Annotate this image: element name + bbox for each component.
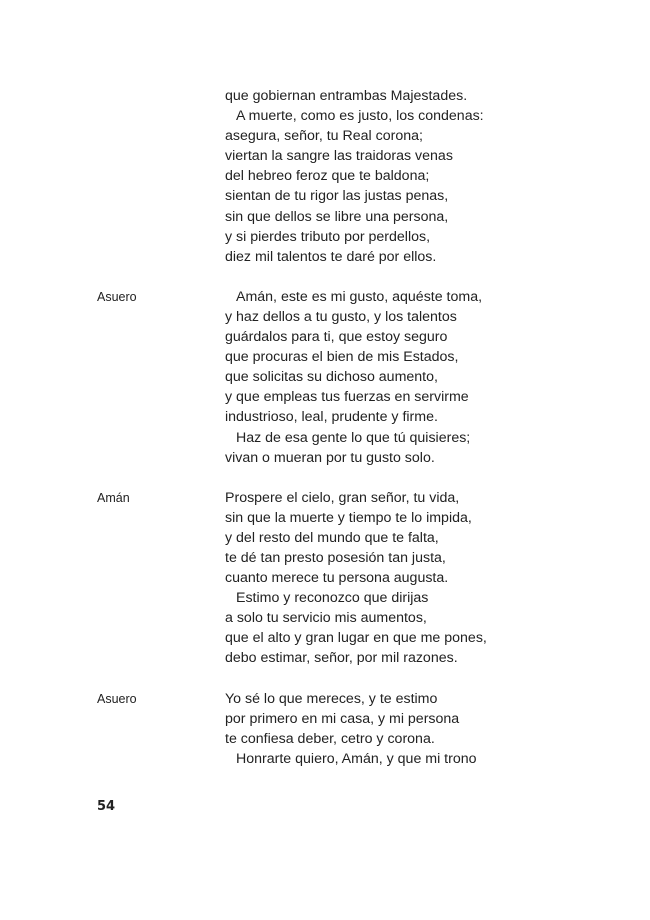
verse-line: guárdalos para ti, que estoy seguro bbox=[225, 329, 448, 346]
verse-line-row bbox=[0, 387, 650, 407]
verse-line-row bbox=[0, 648, 650, 668]
verse-line: y que empleas tus fuerzas en servirme bbox=[225, 389, 469, 406]
verse-line: sin que la muerte y tiempo te lo impida, bbox=[225, 509, 472, 526]
verse-line-row bbox=[0, 448, 650, 468]
verse-line-row bbox=[0, 608, 650, 628]
verse-line-row bbox=[0, 106, 650, 126]
verse-line-row bbox=[0, 588, 650, 608]
verse-line-row bbox=[0, 207, 650, 227]
verse-line-row bbox=[0, 488, 650, 508]
verse-line: que gobiernan entrambas Majestades. bbox=[225, 88, 468, 104]
verse-line: sin que dellos se libre una persona, bbox=[225, 208, 449, 225]
verse-line: vivan o mueran por tu gusto solo. bbox=[225, 449, 435, 466]
verse-line-row bbox=[0, 428, 650, 448]
verse-line-row bbox=[0, 186, 650, 206]
verse-line: te dé tan presto posesión tan justa, bbox=[225, 549, 446, 566]
verse-line: que procuras el bien de mis Estados, bbox=[225, 349, 459, 366]
verse-line-row bbox=[0, 709, 650, 729]
verse-line-row bbox=[0, 86, 650, 106]
verse-line-row bbox=[0, 227, 650, 247]
speaker-name: Asuero bbox=[97, 691, 137, 706]
verse-line-row bbox=[0, 327, 650, 347]
verse-line-row bbox=[0, 729, 650, 749]
verse-line: Honrarte quiero, Amán, y que mi trono bbox=[236, 750, 477, 767]
dialogue-block bbox=[0, 86, 650, 267]
verse-line: y del resto del mundo que te falta, bbox=[225, 529, 439, 546]
verse-line: asegura, señor, tu Real corona; bbox=[225, 128, 423, 145]
verse-line: cuanto merece tu persona augusta. bbox=[225, 570, 449, 587]
verse-line: A muerte, como es justo, los condenas: bbox=[236, 108, 484, 125]
verse-line: sientan de tu rigor las justas penas, bbox=[225, 188, 449, 205]
verse-line-row bbox=[0, 548, 650, 568]
speaker-name: Amán bbox=[97, 490, 130, 505]
speaker-name: Asuero bbox=[97, 289, 137, 304]
verse-line-row bbox=[0, 307, 650, 327]
verse-line: Estimo y reconozco que dirijas bbox=[236, 590, 429, 607]
verse-line: Haz de esa gente lo que tú quisieres; bbox=[236, 429, 471, 446]
verse-line: diez mil talentos te daré por ellos. bbox=[225, 248, 437, 265]
verse-line-row bbox=[0, 126, 650, 146]
verse-line-row bbox=[0, 347, 650, 367]
dialogue-block bbox=[0, 488, 650, 669]
dialogue-block bbox=[0, 689, 650, 769]
verse-line: viertan la sangre las traidoras venas bbox=[225, 148, 453, 165]
verse-line-row bbox=[0, 508, 650, 528]
verse-line: Amán, este es mi gusto, aquéste toma, bbox=[236, 288, 483, 305]
page-number: 54 bbox=[97, 799, 116, 814]
verse-line: debo estimar, señor, por mil razones. bbox=[225, 650, 458, 667]
verse-line-row bbox=[0, 407, 650, 427]
verse-line: y haz dellos a tu gusto, y los talentos bbox=[225, 308, 457, 325]
verse-line-row bbox=[0, 749, 650, 769]
verse-line-row bbox=[0, 166, 650, 186]
verse-line: por primero en mi casa, y mi persona bbox=[225, 710, 460, 727]
verse-line-row bbox=[0, 689, 650, 709]
verse-line-row bbox=[0, 367, 650, 387]
verse-line-row bbox=[0, 568, 650, 588]
verse-line: Yo sé lo que mereces, y te estimo bbox=[225, 690, 438, 707]
verse-line-row bbox=[0, 247, 650, 267]
verse-line: y si pierdes tributo por perdellos, bbox=[225, 228, 431, 245]
verse-line: que solicitas su dichoso aumento, bbox=[225, 369, 438, 386]
verse-line: te confiesa deber, cetro y corona. bbox=[225, 730, 435, 747]
dialogue-block bbox=[0, 287, 650, 468]
verse-line-row bbox=[0, 628, 650, 648]
verse-line: industrioso, leal, prudente y firme. bbox=[225, 409, 438, 426]
verse-line: del hebreo feroz que te baldona; bbox=[225, 168, 430, 185]
verse-line: Prospere el cielo, gran señor, tu vida, bbox=[225, 489, 460, 506]
verse-body bbox=[0, 86, 650, 789]
verse-line-row bbox=[0, 146, 650, 166]
verse-line-row bbox=[0, 528, 650, 548]
verse-line: a solo tu servicio mis aumentos, bbox=[225, 610, 427, 627]
verse-line: que el alto y gran lugar en que me pones, bbox=[225, 630, 487, 647]
verse-line-row bbox=[0, 287, 650, 307]
